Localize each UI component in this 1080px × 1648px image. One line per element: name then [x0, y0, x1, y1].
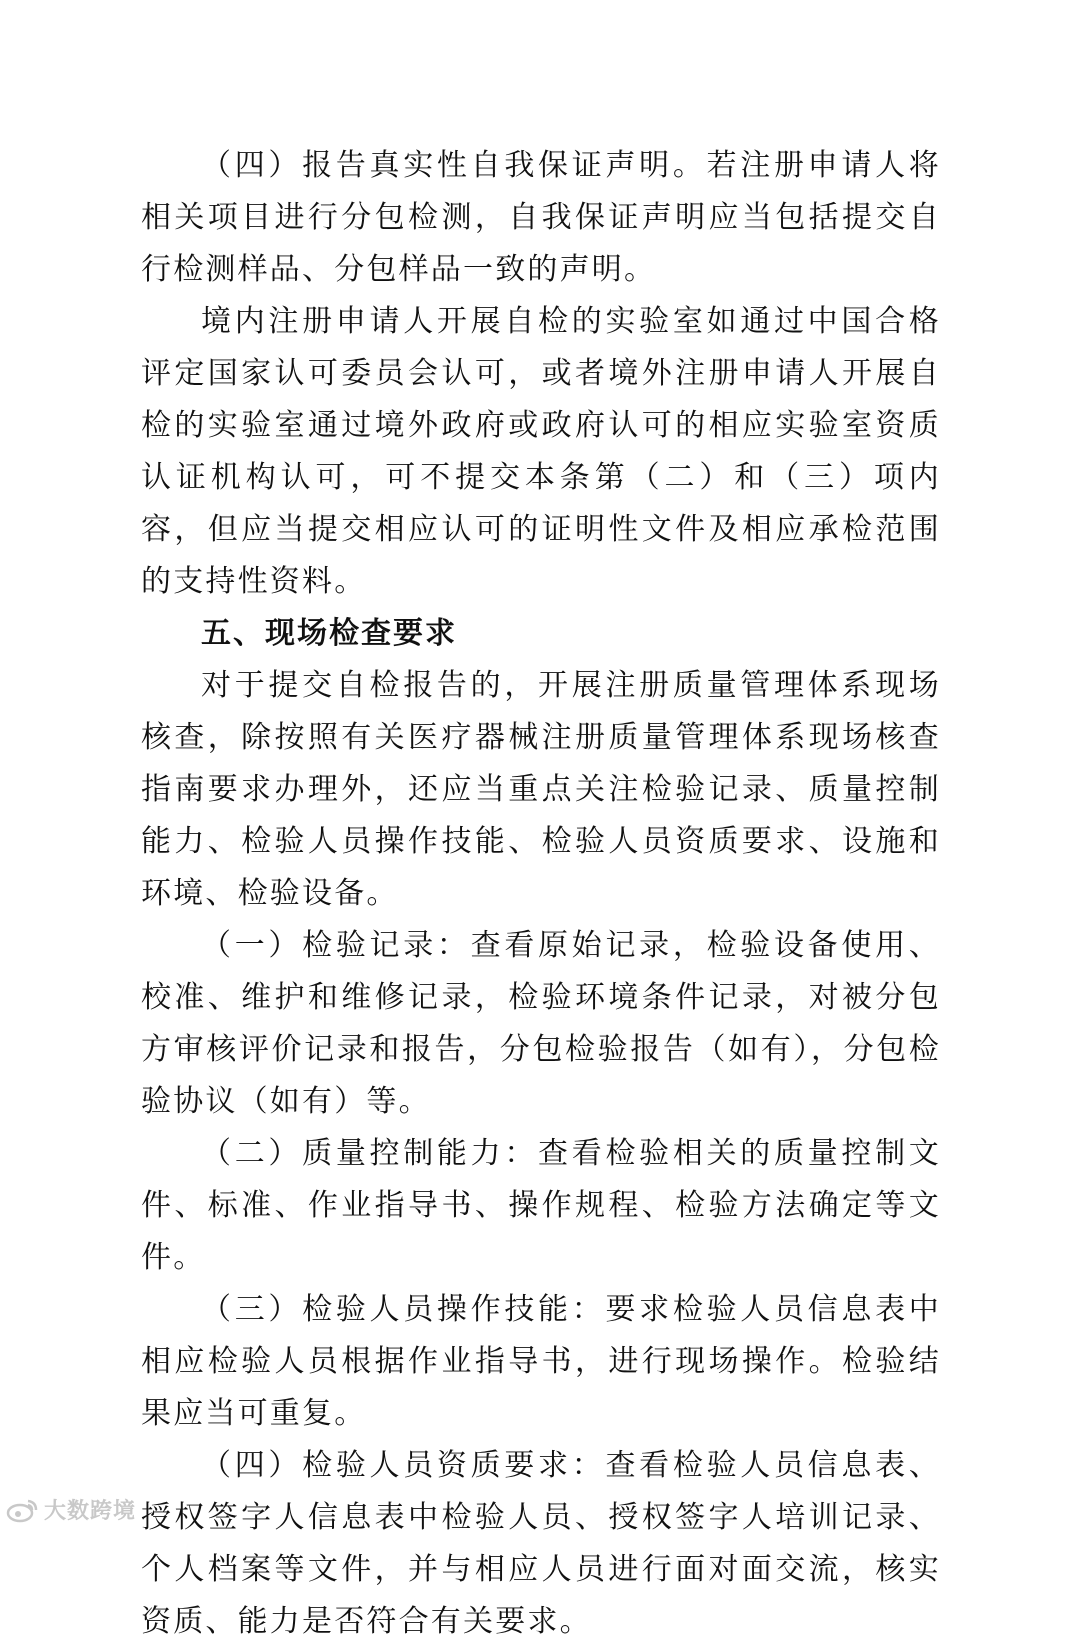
paragraph-personnel-qualification: （四）检验人员资质要求：查看检验人员信息表、授权签字人信息表中检验人员、授权签字人培训记录、个人档案等文件，并与相应人员进行面对面交流，核实资质、能力是否符合有关要求。: [141, 1448, 941, 1639]
watermark: [6, 1494, 136, 1525]
document-page: [141, 140, 941, 1648]
section-heading: 五、现场检查要求: [201, 616, 457, 651]
paragraph-onsite-intro: 对于提交自检报告的，开展注册质量管理体系现场核查，除按照有关医疗器械注册质量管理体系现场核查指南要求办理外，还应当重点关注检验记录、质量控制能力、检验人员操作技能、检验人员资质要求、设施和环境、检验设备。: [141, 668, 941, 911]
paragraph-accreditation: 境内注册申请人开展自检的实验室如通过中国合格评定国家认可委员会认可，或者境外注册申请人开展自检的实验室通过境外政府或政府认可的相应实验室资质认证机构认可，可不提交本条第（二）和（三）项内容，但应当提交相应认可的证明性文件及相应承检范围的支持性资料。: [141, 304, 941, 599]
paragraph-inspection-records: （一）检验记录：查看原始记录，检验设备使用、校准、维护和维修记录，检验环境条件记录，对被分包方审核评价记录和报告，分包检验报告（如有），分包检验协议（如有）等。: [141, 928, 941, 1119]
watermark-text: 大数跨境: [44, 1499, 137, 1524]
paragraph-operator-skills: （三）检验人员操作技能：要求检验人员信息表中相应检验人员根据作业指导书，进行现场操作。检验结果应当可重复。: [141, 1292, 941, 1431]
paragraph-self-declaration: （四）报告真实性自我保证声明。若注册申请人将相关项目进行分包检测，自我保证声明应当包括提交自行检测样品、分包样品一致的声明。: [141, 148, 941, 287]
weibo-icon: [6, 1497, 40, 1523]
paragraph-quality-control: （二）质量控制能力：查看检验相关的质量控制文件、标准、作业指导书、操作规程、检验方法确定等文件。: [141, 1136, 941, 1275]
